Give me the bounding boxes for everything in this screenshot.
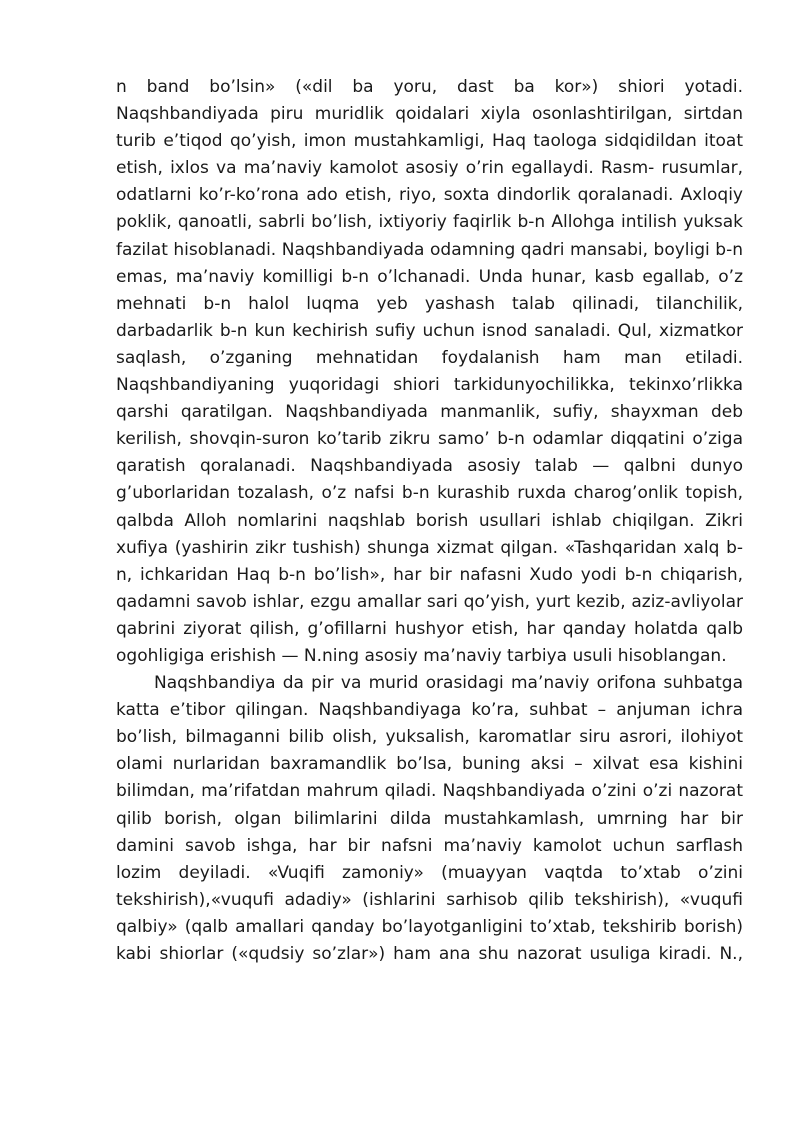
paragraph-2: Naqshbandiya da pir va murid orasidagi ma’naviy orifona suhbatga katta e’tibor qilingan. Naqshbandiyaga ko’ra, suhbat – anjuman ichra bo’lish, bilmaganni bilib olish, yuksalish, karomatlar siru asrori, ilohiyot olami nurlaridan baxramandlik bo’lsa, buning aksi – xilvat esa kishini bilimdan, ma’rifatdan mahrum qiladi. Naqshbandiyada o’zini o’zi nazorat qilib borish, olgan bilimlarini dilda mustahkamlash, umrning har bir damini savob ishga, har bir nafsni ma’naviy kamolot uchun sarflash lozim deyiladi. «Vuqifi zamoniy» (muayyan vaqtda to’xtab o’zini tekshirish),«vuqufi adadiy» (ishlarini sarhisob qilib tekshirish), «vuqufi qalbiy» (qalb amallari qanday bo’layotganligini to’xtab, tekshirib borish) kabi shiorlar («qudsiy so’zlar») ham ana shu nazorat usuliga kiradi. N., (116, 673, 743, 964)
document-page (116, 74, 743, 968)
paragraph-1: n band bo’lsin» («dil ba yoru, dast ba kor») shiori yotadi. Naqshbandiyada piru muridlik qoidalari xiyla osonlashtirilgan, sirtdan turib e’tiqod qo’yish, imon mustahkamligi, Haq taologa sidqidildan itoat etish, ixlos va ma’naviy kamolot asosiy o’rin egallaydi. Rasm- rusumlar, odatlarni ko’r-ko’rona ado etish, riyo, soxta dindorlik qoralanadi. Axloqiy poklik, qanoatli, sabrli bo’lish, ixtiyoriy faqirlik b-n Allohga intilish yuksak fazilat hisoblanadi. Naqshbandiyada odamning qadri mansabi, boyligi b-n emas, ma’naviy komilligi b-n o’lchanadi. Unda hunar, kasb egallab, o’z mehnati b-n halol luqma yeb yashash talab qilinadi, tilanchilik, darbadarlik b-n kun kechirish sufiy uchun isnod sanaladi. Qul, xizmatkor saqlash, o’zganing mehnatidan foydalanish ham man etiladi. Naqshbandiyaning yuqoridagi shiori tarkidunyochilikka, tekinxo’rlikka qarshi qaratilgan. Naqshbandiyada manmanlik, sufiy, shayxman deb kerilish, shovqin-suron ko’tarib zikru samo’ b-n odamlar diqqatini o’ziga qaratish qoralanadi. Naqshbandiyada asosiy talab — qalbni dunyo g’uborlaridan tozalash, o’z nafsi b-n kurashib ruxda charog’onlik topish, qalbda Alloh nomlarini naqshlab borish usullari ishlab chiqilgan. Zikri xufiya (yashirin zikr tushish) shunga xizmat qilgan. «Tashqaridan xalq b-n, ichkaridan Haq b-n bo’lish», har bir nafasni Xudo yodi b-n chiqarish, qadamni savob ishlar, ezgu amallar sari qo’yish, yurt kezib, aziz-avliyolar qabrini ziyorat qilish, g’ofillarni hushyor etish, har qanday holatda qalb ogohligiga erishish — N.ning asosiy ma’naviy tarbiya usuli hisoblangan. (116, 77, 743, 666)
